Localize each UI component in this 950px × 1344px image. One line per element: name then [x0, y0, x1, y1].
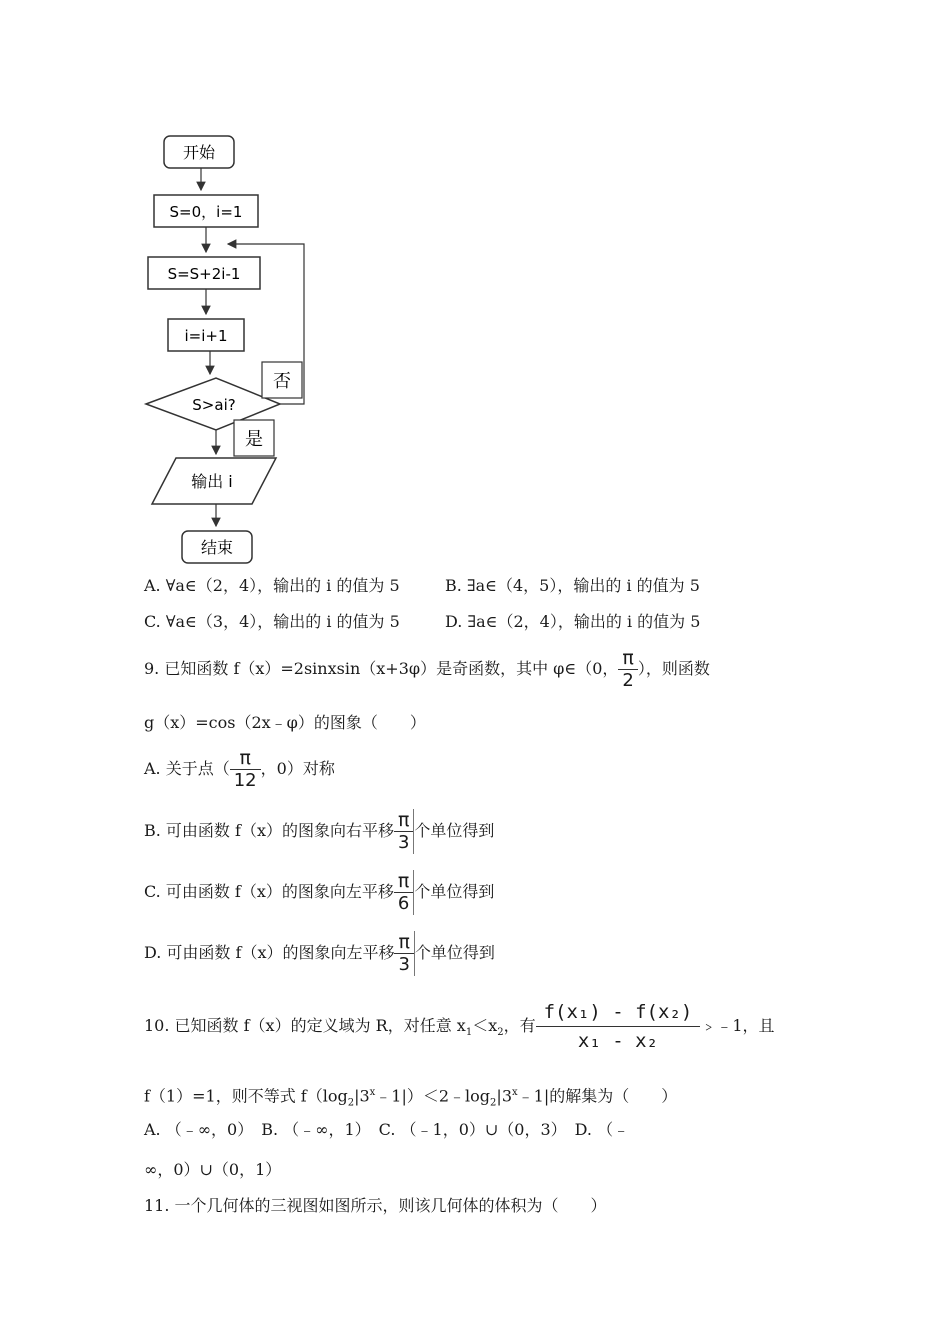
q9-fraction: $\frac{\pi}{2}$: [618, 647, 637, 692]
q9-option-a-fraction: $\frac{\pi}{12}$: [230, 747, 261, 792]
q10-options-cont: ∞，0）∪（0，1）: [144, 1160, 282, 1179]
yes-label: 是: [245, 429, 263, 450]
condition-label: S>ai?: [192, 396, 236, 414]
q9-option-a: A. 关于点（ $\frac{\pi}{12}$ ，0）对称: [144, 747, 335, 791]
q9-stem2: g（x）=cos（2x﹣φ）的图象（ ）: [144, 713, 426, 732]
q9-stem: [144, 645, 710, 693]
q9-stem-pre: 9. 已知函数 f（x）=2sinxsin（x+3φ）是奇函数，其中 φ∈（0，: [144, 659, 619, 678]
end-label: 结束: [200, 538, 234, 557]
q9-option-b-fraction: $\frac{\pi}{3}$: [394, 809, 414, 854]
q8-option-c: C. ∀a∈（3，4），输出的 i 的值为 5: [144, 612, 400, 631]
q9-option-c-fraction: $\frac{\pi}{6}$: [394, 870, 414, 915]
q9-option-b: B. 可由函数 f（x）的图象向右平移 $\frac{\pi}{3}$ 个单位得到: [144, 809, 495, 853]
q11-stem: 11. 一个几何体的三视图如图所示，则该几何体的体积为（ ）: [144, 1196, 607, 1215]
q9-option-c: C. 可由函数 f（x）的图象向左平移 $\frac{\pi}{6}$ 个单位得到: [144, 870, 495, 914]
start-label: 开始: [182, 143, 216, 162]
init-label: S=0，i=1: [169, 203, 243, 221]
q10-options: A. （﹣∞，0） B. （﹣∞，1） C. （﹣1，0）∪（0，3） D. （﹣: [144, 1120, 630, 1139]
output-label: 输出 i: [191, 472, 233, 491]
update-i-label: i=i+1: [184, 327, 228, 345]
q9-option-d: D. 可由函数 f（x）的图象向左平移 $\frac{\pi}{3}$ 个单位得到: [144, 931, 495, 975]
flowchart: [140, 128, 340, 568]
q9-stem-post: ），则函数: [637, 659, 710, 678]
no-label: 否: [273, 371, 291, 392]
q8-option-b: B. ∃a∈（4，5），输出的 i 的值为 5: [445, 576, 700, 595]
q8-option-d: D. ∃a∈（2，4），输出的 i 的值为 5: [445, 612, 701, 631]
q8-option-a: A. ∀a∈（2，4），输出的 i 的值为 5: [144, 576, 400, 595]
update-s-label: S=S+2i-1: [167, 265, 241, 283]
q10-fraction: $\frac{\text{f(x₁) - f(x₂)}}{\text{x₁ - x₂}}$: [536, 998, 701, 1055]
q10-line2: f（1）=1，则不等式 $f(\log_2|3^x﹣1|)<2﹣\log_2|3^x﹣1|$的解集为（ ）: [144, 1086, 678, 1109]
q9-option-d-fraction: $\frac{\pi}{3}$: [394, 931, 414, 976]
q10-stem: 10. 已知函数 f（x）的定义域为 R，对任意 $x_1<x_2$，有 $\frac{\text{f(x₁) - f(x₂)}}{\text{x₁ - x₂}}$ ﹥﹣1，且: [144, 993, 775, 1066]
